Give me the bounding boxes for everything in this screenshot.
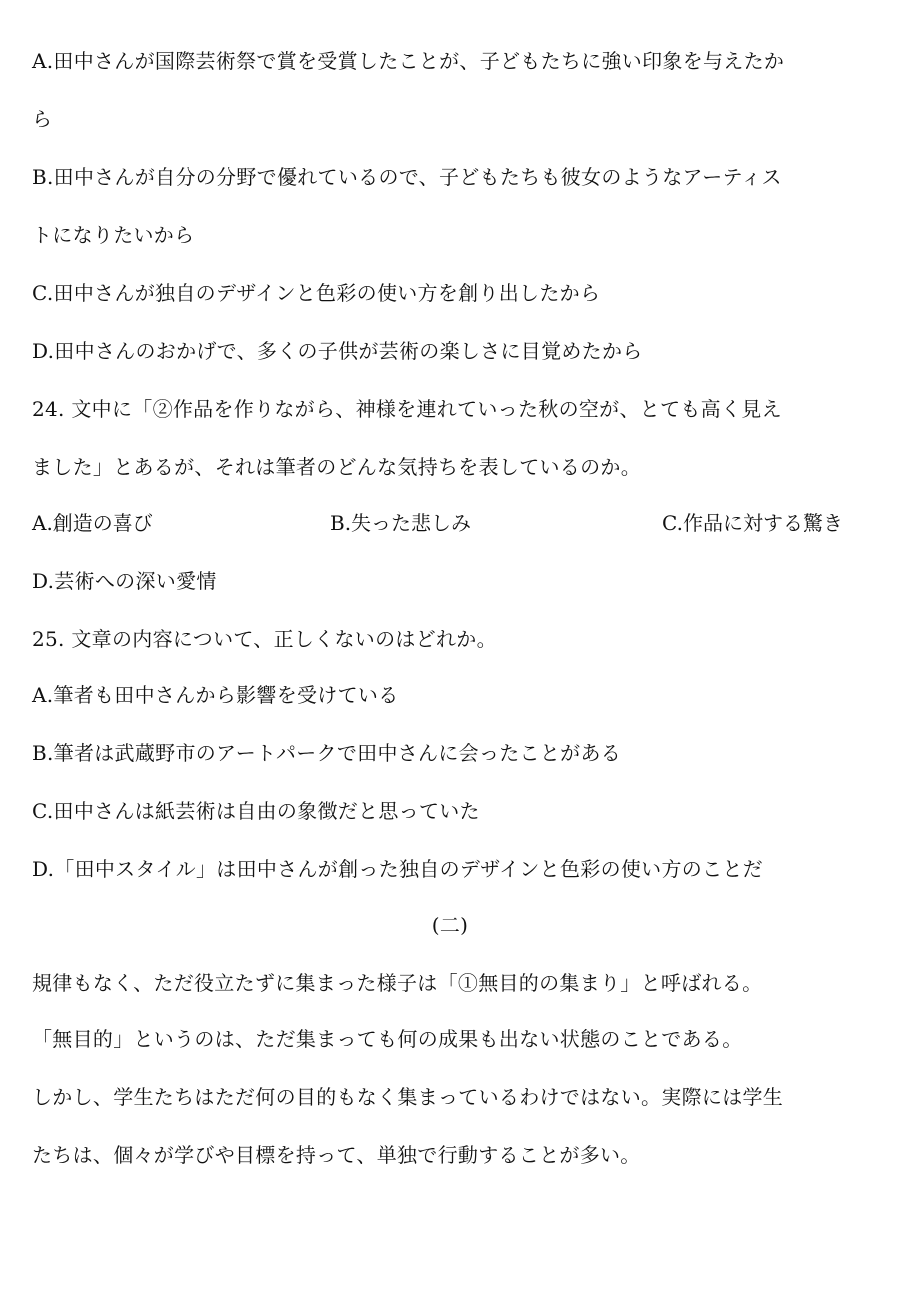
q24-question-line2: ました」とあるが、それは筆者のどんな気持ちを表しているのか。 bbox=[32, 455, 641, 479]
passage-paragraph-2: 「無目的」というのは、ただ集まっても何の成果も出ない状態のことである。 bbox=[32, 1027, 743, 1051]
q25-option-c: C.田中さんは紙芸術は自由の象徴だと思っていた bbox=[32, 799, 480, 823]
q24-option-c: C.作品に対する驚き bbox=[662, 511, 843, 535]
q23-option-d: D.田中さんのおかげで、多くの子供が芸術の楽しさに目覚めたから bbox=[32, 339, 643, 363]
q25-question: 25. 文章の内容について、正しくないのはどれか。 bbox=[32, 627, 497, 651]
q23-option-b-line2: トになりたいから bbox=[32, 223, 195, 247]
passage-paragraph-1: 規律もなく、ただ役立たずに集まった様子は「①無目的の集まり」と呼ばれる。 bbox=[32, 971, 763, 995]
q25-option-a: A.筆者も田中さんから影響を受けている bbox=[32, 683, 399, 707]
q23-option-a-line1: A.田中さんが国際芸術祭で賞を受賞したことが、子どもたちに強い印象を与えたか bbox=[32, 49, 785, 73]
section-heading: (二) bbox=[431, 913, 469, 937]
q24-option-b: B.失った悲しみ bbox=[330, 511, 472, 535]
q24-option-a: A.創造の喜び bbox=[32, 511, 153, 535]
passage-paragraph-3-line1: しかし、学生たちはただ何の目的もなく集まっているわけではない。実際には学生 bbox=[32, 1085, 784, 1109]
q23-option-c: C.田中さんが独自のデザインと色彩の使い方を創り出したから bbox=[32, 281, 601, 305]
q24-option-d: D.芸術への深い愛情 bbox=[32, 569, 217, 593]
q25-option-b: B.筆者は武蔵野市のアートパークで田中さんに会ったことがある bbox=[32, 741, 622, 765]
passage-paragraph-3-line2: たちは、個々が学びや目標を持って、単独で行動することが多い。 bbox=[32, 1143, 641, 1167]
q23-option-a-line2: ら bbox=[32, 107, 53, 131]
q25-option-d: D.「田中スタイル」は田中さんが創った独自のデザインと色彩の使い方のことだ bbox=[32, 857, 763, 881]
q23-option-b-line1: B.田中さんが自分の分野で優れているので、子どもたちも彼女のようなアーティス bbox=[32, 165, 782, 189]
q24-question-line1: 24. 文中に「②作品を作りながら、神様を連れていった秋の空が、とても高く見え bbox=[32, 397, 782, 421]
